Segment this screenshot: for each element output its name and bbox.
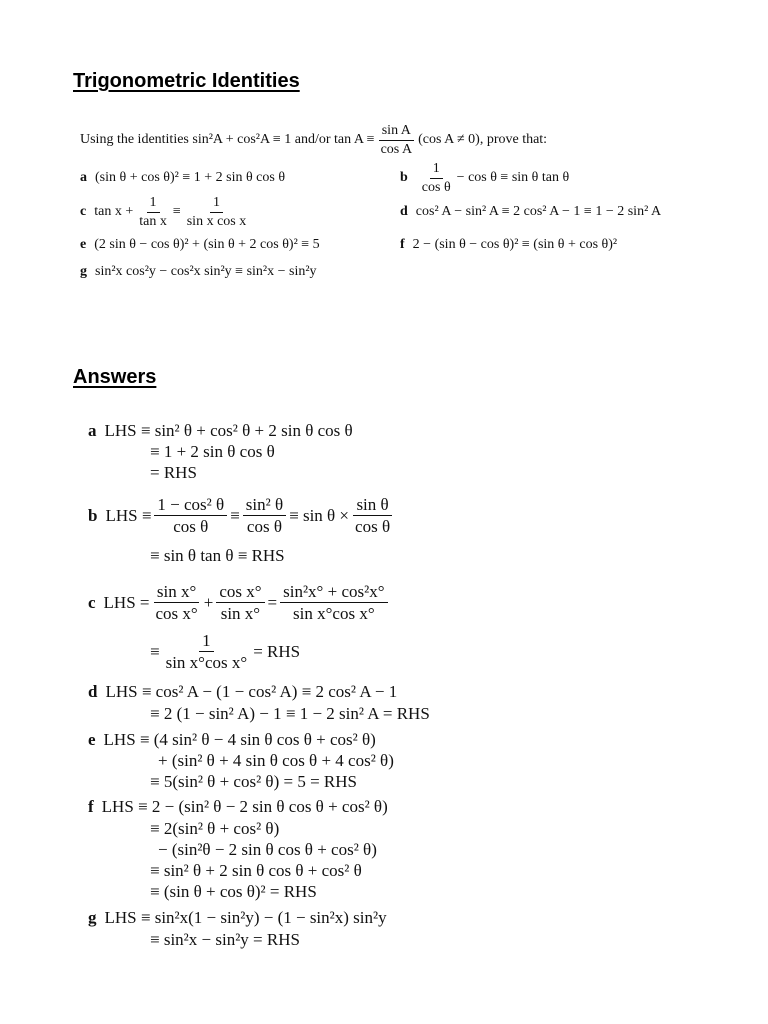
answer-b-fraction-3 [352, 494, 393, 538]
answer-line: − (sin²θ − 2 sin θ cos θ + cos² θ) [158, 840, 377, 859]
intro-prefix: Using the identities sin²A + cos²A ≡ 1 and/or tan A ≡ [80, 132, 375, 147]
answer-line: ≡ 2 (1 − sin² A) − 1 ≡ 1 − 2 sin² A = RHS [150, 704, 430, 723]
answer-f-line-1 [88, 797, 388, 817]
answer-a-line-3 [150, 463, 197, 483]
problem-label: f [400, 237, 405, 252]
answer-label: e [88, 730, 96, 749]
problem-text: sin²x cos²y − cos²x sin²y ≡ sin²x − sin²y [95, 264, 317, 279]
answer-line: ≡ sin²x − sin²y = RHS [150, 930, 300, 949]
answer-line: LHS ≡ sin²x(1 − sin²y) − (1 − sin²x) sin²y [104, 908, 387, 927]
frac-den: sin x° [220, 604, 261, 624]
equiv-sign: ≡ [172, 204, 181, 219]
frac-den: sin x°cos x° [293, 604, 375, 624]
answer-lhs: LHS = [103, 592, 150, 612]
problem-text: tan x + [94, 204, 134, 219]
problem-b [400, 160, 569, 196]
answer-line: + (sin² θ + 4 sin θ cos θ + 4 cos² θ) [158, 751, 394, 770]
problem-text: 2 − (sin θ − cos θ)² ≡ (sin θ + cos θ)² [412, 237, 618, 252]
answer-c-line-1 [88, 581, 391, 625]
equals-sign: = [267, 592, 278, 612]
problem-a [80, 170, 285, 186]
frac-den: cos θ [421, 179, 451, 195]
answer-label: g [88, 908, 97, 927]
problem-d [400, 204, 661, 220]
answer-a-line-2 [150, 442, 275, 462]
frac-den: cos x° [155, 604, 198, 624]
frac-num: 1 [147, 194, 160, 213]
frac-num: 1 [199, 630, 214, 652]
answer-line: ≡ 1 + 2 sin θ cos θ [150, 442, 275, 461]
frac-num: 1 [430, 160, 443, 179]
problem-text: (2 sin θ − cos θ)² + (sin θ + 2 cos θ)² ≡ 5 [94, 237, 320, 252]
frac-num: sin²x° + cos²x° [280, 581, 387, 603]
answer-f-line-4 [150, 861, 362, 881]
problem-label: c [80, 204, 87, 219]
equiv-sign: ≡ [150, 641, 160, 661]
answer-line: LHS ≡ 2 − (sin² θ − 2 sin θ cos θ + cos² θ) [101, 797, 388, 816]
answer-label: b [88, 505, 98, 525]
answer-e-line-3 [150, 772, 357, 792]
answer-line: = RHS [150, 463, 197, 482]
frac-num: cos x° [216, 581, 264, 603]
frac-num: sin² θ [243, 494, 286, 516]
answer-c-fraction-2 [216, 581, 264, 625]
problem-f [400, 237, 617, 253]
answer-c-line-2 [150, 630, 300, 674]
frac-den: cos θ [173, 517, 209, 537]
answer-label: f [88, 797, 94, 816]
answer-b-line-1 [88, 494, 396, 538]
frac-num: sin x° [154, 581, 199, 603]
frac-den: cos θ [355, 517, 391, 537]
problem-label: b [400, 170, 408, 185]
answer-e-line-2 [158, 751, 394, 771]
intro-line [80, 122, 547, 158]
frac-den: sin x cos x [186, 213, 247, 229]
problem-label: d [400, 204, 408, 219]
frac-den: tan x [139, 213, 167, 229]
problem-text: − cos θ ≡ sin θ tan θ [456, 170, 570, 185]
problem-text: cos² A − sin² A ≡ 2 cos² A − 1 ≡ 1 − 2 sin² A [415, 204, 662, 219]
answer-line: ≡ 5(sin² θ + cos² θ) = 5 = RHS [150, 772, 357, 791]
answer-c-fraction-4 [163, 630, 251, 674]
problem-b-fraction [419, 160, 454, 196]
intro-fraction [378, 122, 416, 158]
problem-g [80, 264, 317, 280]
intro-suffix: (cos A ≠ 0), prove that: [418, 132, 548, 147]
answer-a-line-1 [88, 421, 353, 441]
problem-e [80, 237, 320, 253]
answer-line: ≡ (sin θ + cos θ)² = RHS [150, 882, 317, 901]
problem-label: g [80, 264, 87, 279]
plus-sign: + [203, 592, 214, 612]
problem-c [80, 194, 252, 230]
answer-d-line-2 [150, 704, 430, 724]
answer-label: a [88, 421, 97, 440]
answer-line: ≡ sin² θ + 2 sin θ cos θ + cos² θ [150, 861, 362, 880]
answer-f-line-2 [150, 819, 279, 839]
answer-g-line-2 [150, 930, 300, 950]
answer-f-line-5 [150, 882, 317, 902]
answer-b-line-2 [150, 546, 285, 566]
answer-line: LHS ≡ cos² A − (1 − cos² A) ≡ 2 cos² A − 1 [105, 682, 398, 701]
page-title: Trigonometric Identities [73, 70, 300, 92]
intro-frac-num: sin A [379, 122, 414, 141]
answer-text: = RHS [253, 641, 301, 661]
answer-b-fraction-1 [154, 494, 227, 538]
answer-f-line-3 [158, 840, 377, 860]
equiv-sign: ≡ [230, 505, 240, 525]
problem-c-fraction-2 [184, 194, 250, 230]
answer-line: LHS ≡ sin² θ + cos² θ + 2 sin θ cos θ [104, 421, 353, 440]
problem-label: e [80, 237, 87, 252]
answer-line: LHS ≡ (4 sin² θ − 4 sin θ cos θ + cos² θ) [103, 730, 376, 749]
answer-e-line-1 [88, 730, 376, 750]
problem-label: a [80, 170, 87, 185]
answer-b-fraction-2 [243, 494, 286, 538]
problem-text: (sin θ + cos θ)² ≡ 1 + 2 sin θ cos θ [95, 170, 286, 185]
answer-label: c [88, 592, 96, 612]
answer-line: ≡ 2(sin² θ + cos² θ) [150, 819, 280, 838]
frac-num: 1 [210, 194, 223, 213]
frac-num: sin θ [353, 494, 391, 516]
answer-text: ≡ sin θ × [289, 505, 350, 525]
frac-num: 1 − cos² θ [154, 494, 227, 516]
answer-label: d [88, 682, 98, 701]
answer-lhs: LHS ≡ [105, 505, 152, 525]
intro-frac-den: cos A [380, 141, 413, 157]
frac-den: cos θ [246, 517, 282, 537]
answer-c-fraction-1 [153, 581, 201, 625]
frac-den: sin x°cos x° [165, 653, 248, 673]
problem-c-fraction-1 [136, 194, 170, 230]
answer-g-line-1 [88, 908, 387, 928]
answer-line: ≡ sin θ tan θ ≡ RHS [150, 546, 285, 565]
answers-heading: Answers [73, 366, 157, 388]
answer-d-line-1 [88, 682, 397, 702]
answer-c-fraction-3 [280, 581, 387, 625]
